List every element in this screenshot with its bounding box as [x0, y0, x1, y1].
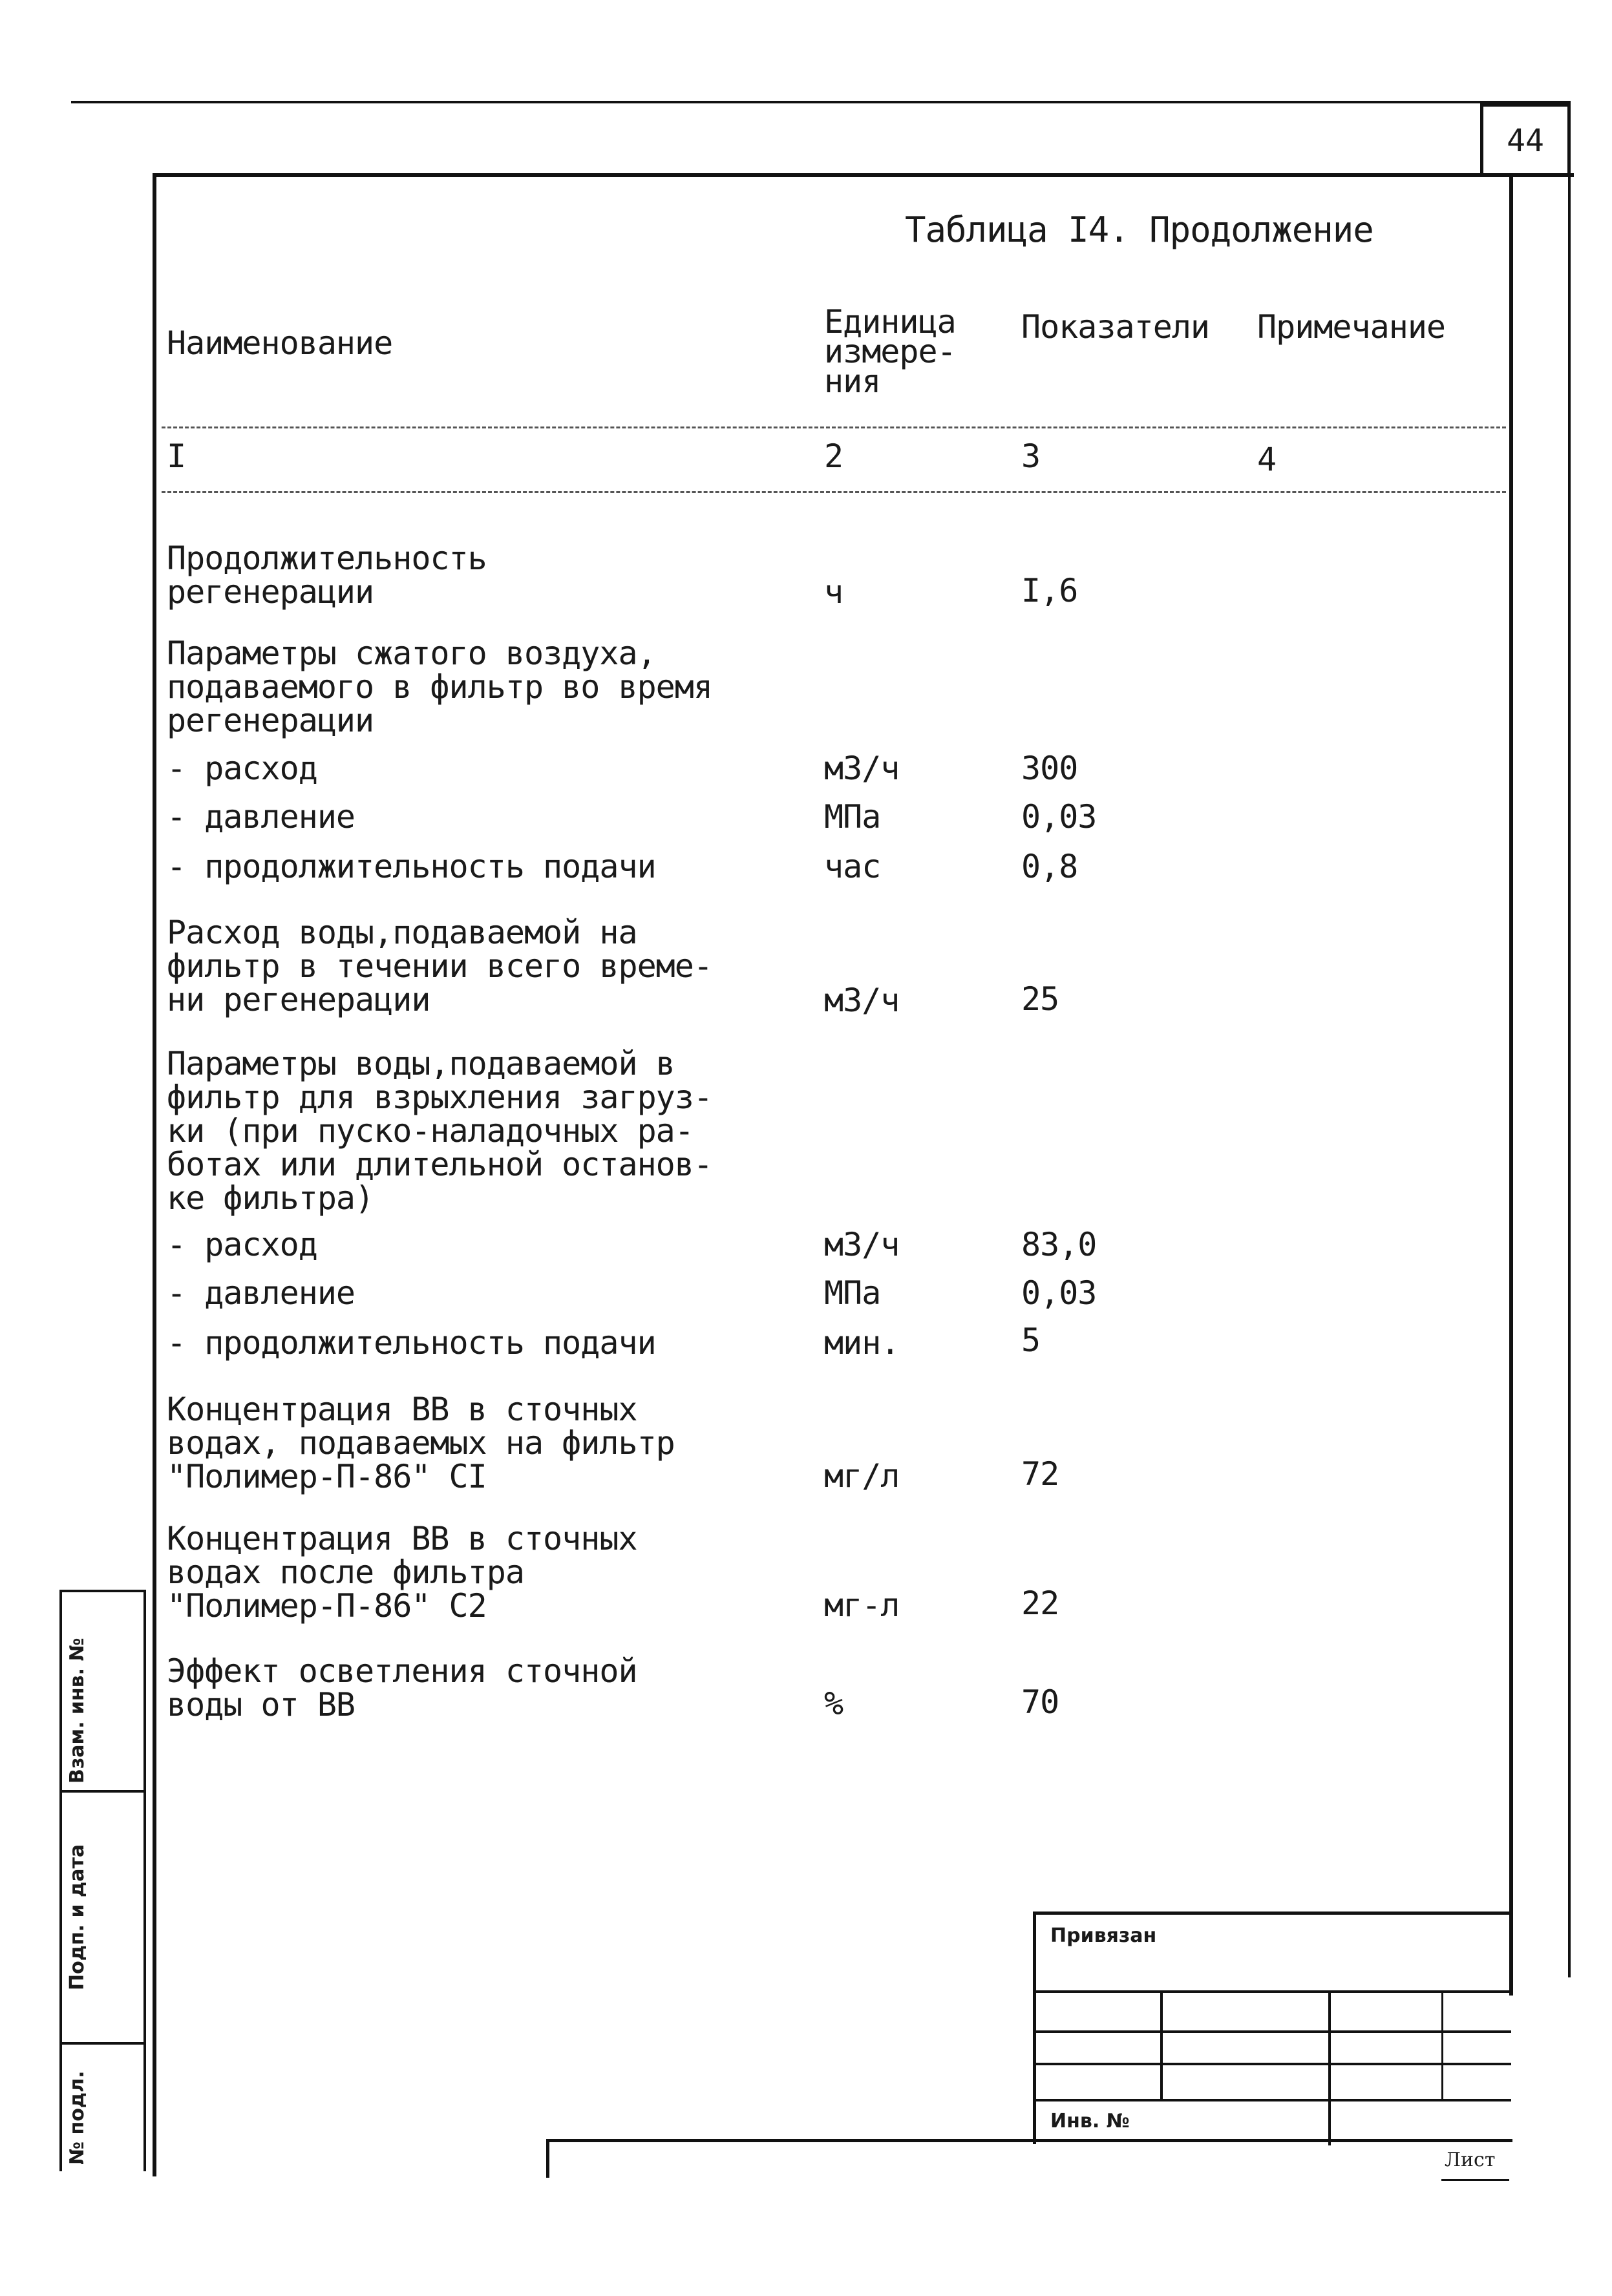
row-unit: м3/ч	[824, 750, 900, 787]
side-strip-left-line	[59, 1590, 62, 2171]
side-strip-line	[143, 1590, 146, 2171]
stamp-h4	[1033, 2099, 1511, 2101]
row-value: 0,03	[1021, 1274, 1097, 1312]
frame-inner-top-line	[155, 173, 1574, 177]
row-unit: ч	[824, 573, 843, 611]
side-label-podl: № подл.	[66, 2070, 89, 2165]
row-value: I,6	[1021, 572, 1078, 609]
frame-left-line	[153, 173, 156, 2176]
row-name: Концентрация ВВ в сточных водах, подаваемых на фильтр "Полимер-П-86" CI	[167, 1391, 675, 1495]
col-number-3: 3	[1021, 437, 1041, 475]
page-number: 44	[1480, 103, 1571, 174]
row-name: - продолжительность подачи	[167, 1324, 656, 1362]
row-value: 22	[1021, 1585, 1059, 1622]
frame-right-line	[1509, 173, 1513, 1996]
stamp-v2	[1328, 1990, 1331, 2145]
row-unit: мг-л	[824, 1586, 900, 1624]
row-unit: м3/ч	[824, 1226, 900, 1263]
stamp-privyazan: Привязан	[1050, 1924, 1157, 1947]
row-value: 0,03	[1021, 798, 1097, 836]
header-divider-bottom	[162, 491, 1506, 493]
header-note: Примечание	[1257, 308, 1446, 346]
row-unit: МПа	[824, 1274, 881, 1312]
stamp-top-line	[1033, 1912, 1511, 1915]
frame-right-outer-line	[1568, 103, 1571, 1977]
row-unit: м3/ч	[824, 982, 900, 1019]
col-number-2: 2	[824, 437, 843, 475]
row-value: 70	[1021, 1683, 1059, 1721]
side-strip-h2	[59, 1790, 146, 1793]
row-name: Расход воды,подаваемой на фильтр в течении всего време- ни регенерации	[167, 914, 712, 1018]
row-name: - давление	[167, 798, 355, 836]
stamp-v1	[1160, 1990, 1163, 2100]
row-value: 72	[1021, 1455, 1059, 1493]
stamp-h2	[1033, 2030, 1511, 2033]
stamp-v3	[1441, 1990, 1443, 2100]
stamp-h3	[1033, 2063, 1511, 2065]
bottom-block-top-line	[546, 2139, 1512, 2142]
row-name: - расход	[167, 1226, 317, 1263]
row-name: Параметры сжатого воздуха, подаваемого в фильтр во время регенерации	[167, 635, 712, 739]
stamp-list: Лист	[1445, 2149, 1496, 2171]
row-value: 5	[1021, 1322, 1041, 1359]
row-name: Продолжительность регенерации	[167, 540, 487, 611]
row-name: Параметры воды,подаваемой в фильтр для взрыхления загруз- ки (при пуско-наладочных ра- ботах или длительной останов- ке фильтра)	[167, 1045, 712, 1217]
row-value: 25	[1021, 980, 1059, 1018]
header-name: Наименование	[167, 324, 393, 362]
row-name: - расход	[167, 750, 317, 787]
stamp-list-underline	[1441, 2179, 1509, 2181]
row-unit: %	[824, 1685, 843, 1722]
stamp-left-line	[1033, 1912, 1036, 2144]
side-label-vzam: Взам. инв. №	[66, 1638, 89, 1784]
table-title: Таблица I4. Продолжение	[905, 209, 1373, 250]
row-value: 300	[1021, 750, 1078, 787]
side-strip-h3	[59, 2042, 146, 2045]
row-name: Концентрация ВВ в сточных водах после фильтра "Полимер-П-86" C2	[167, 1520, 637, 1625]
row-name: Эффект осветления сточной воды от ВВ	[167, 1652, 637, 1723]
row-unit: мг/л	[824, 1457, 900, 1495]
stamp-inv: Инв. №	[1050, 2110, 1130, 2133]
side-strip-h1	[59, 1590, 146, 1592]
row-name: - продолжительность подачи	[167, 848, 656, 885]
col-number-1: I	[167, 437, 186, 475]
row-value: 83,0	[1021, 1226, 1097, 1263]
col-number-4: 4	[1257, 441, 1277, 478]
header-unit: Единица измере- ния	[824, 303, 956, 400]
side-label-podp: Подп. и дата	[66, 1844, 89, 1990]
row-unit: мин.	[824, 1324, 900, 1362]
row-name: - давление	[167, 1274, 355, 1312]
stamp-h1	[1033, 1990, 1511, 1993]
header-divider-top	[162, 427, 1506, 428]
row-unit: МПа	[824, 798, 881, 836]
bottom-block-left-line	[546, 2139, 549, 2178]
row-value: 0,8	[1021, 848, 1078, 885]
frame-top-line	[71, 101, 1571, 103]
row-unit: час	[824, 848, 881, 885]
header-value: Показатели	[1021, 308, 1210, 346]
